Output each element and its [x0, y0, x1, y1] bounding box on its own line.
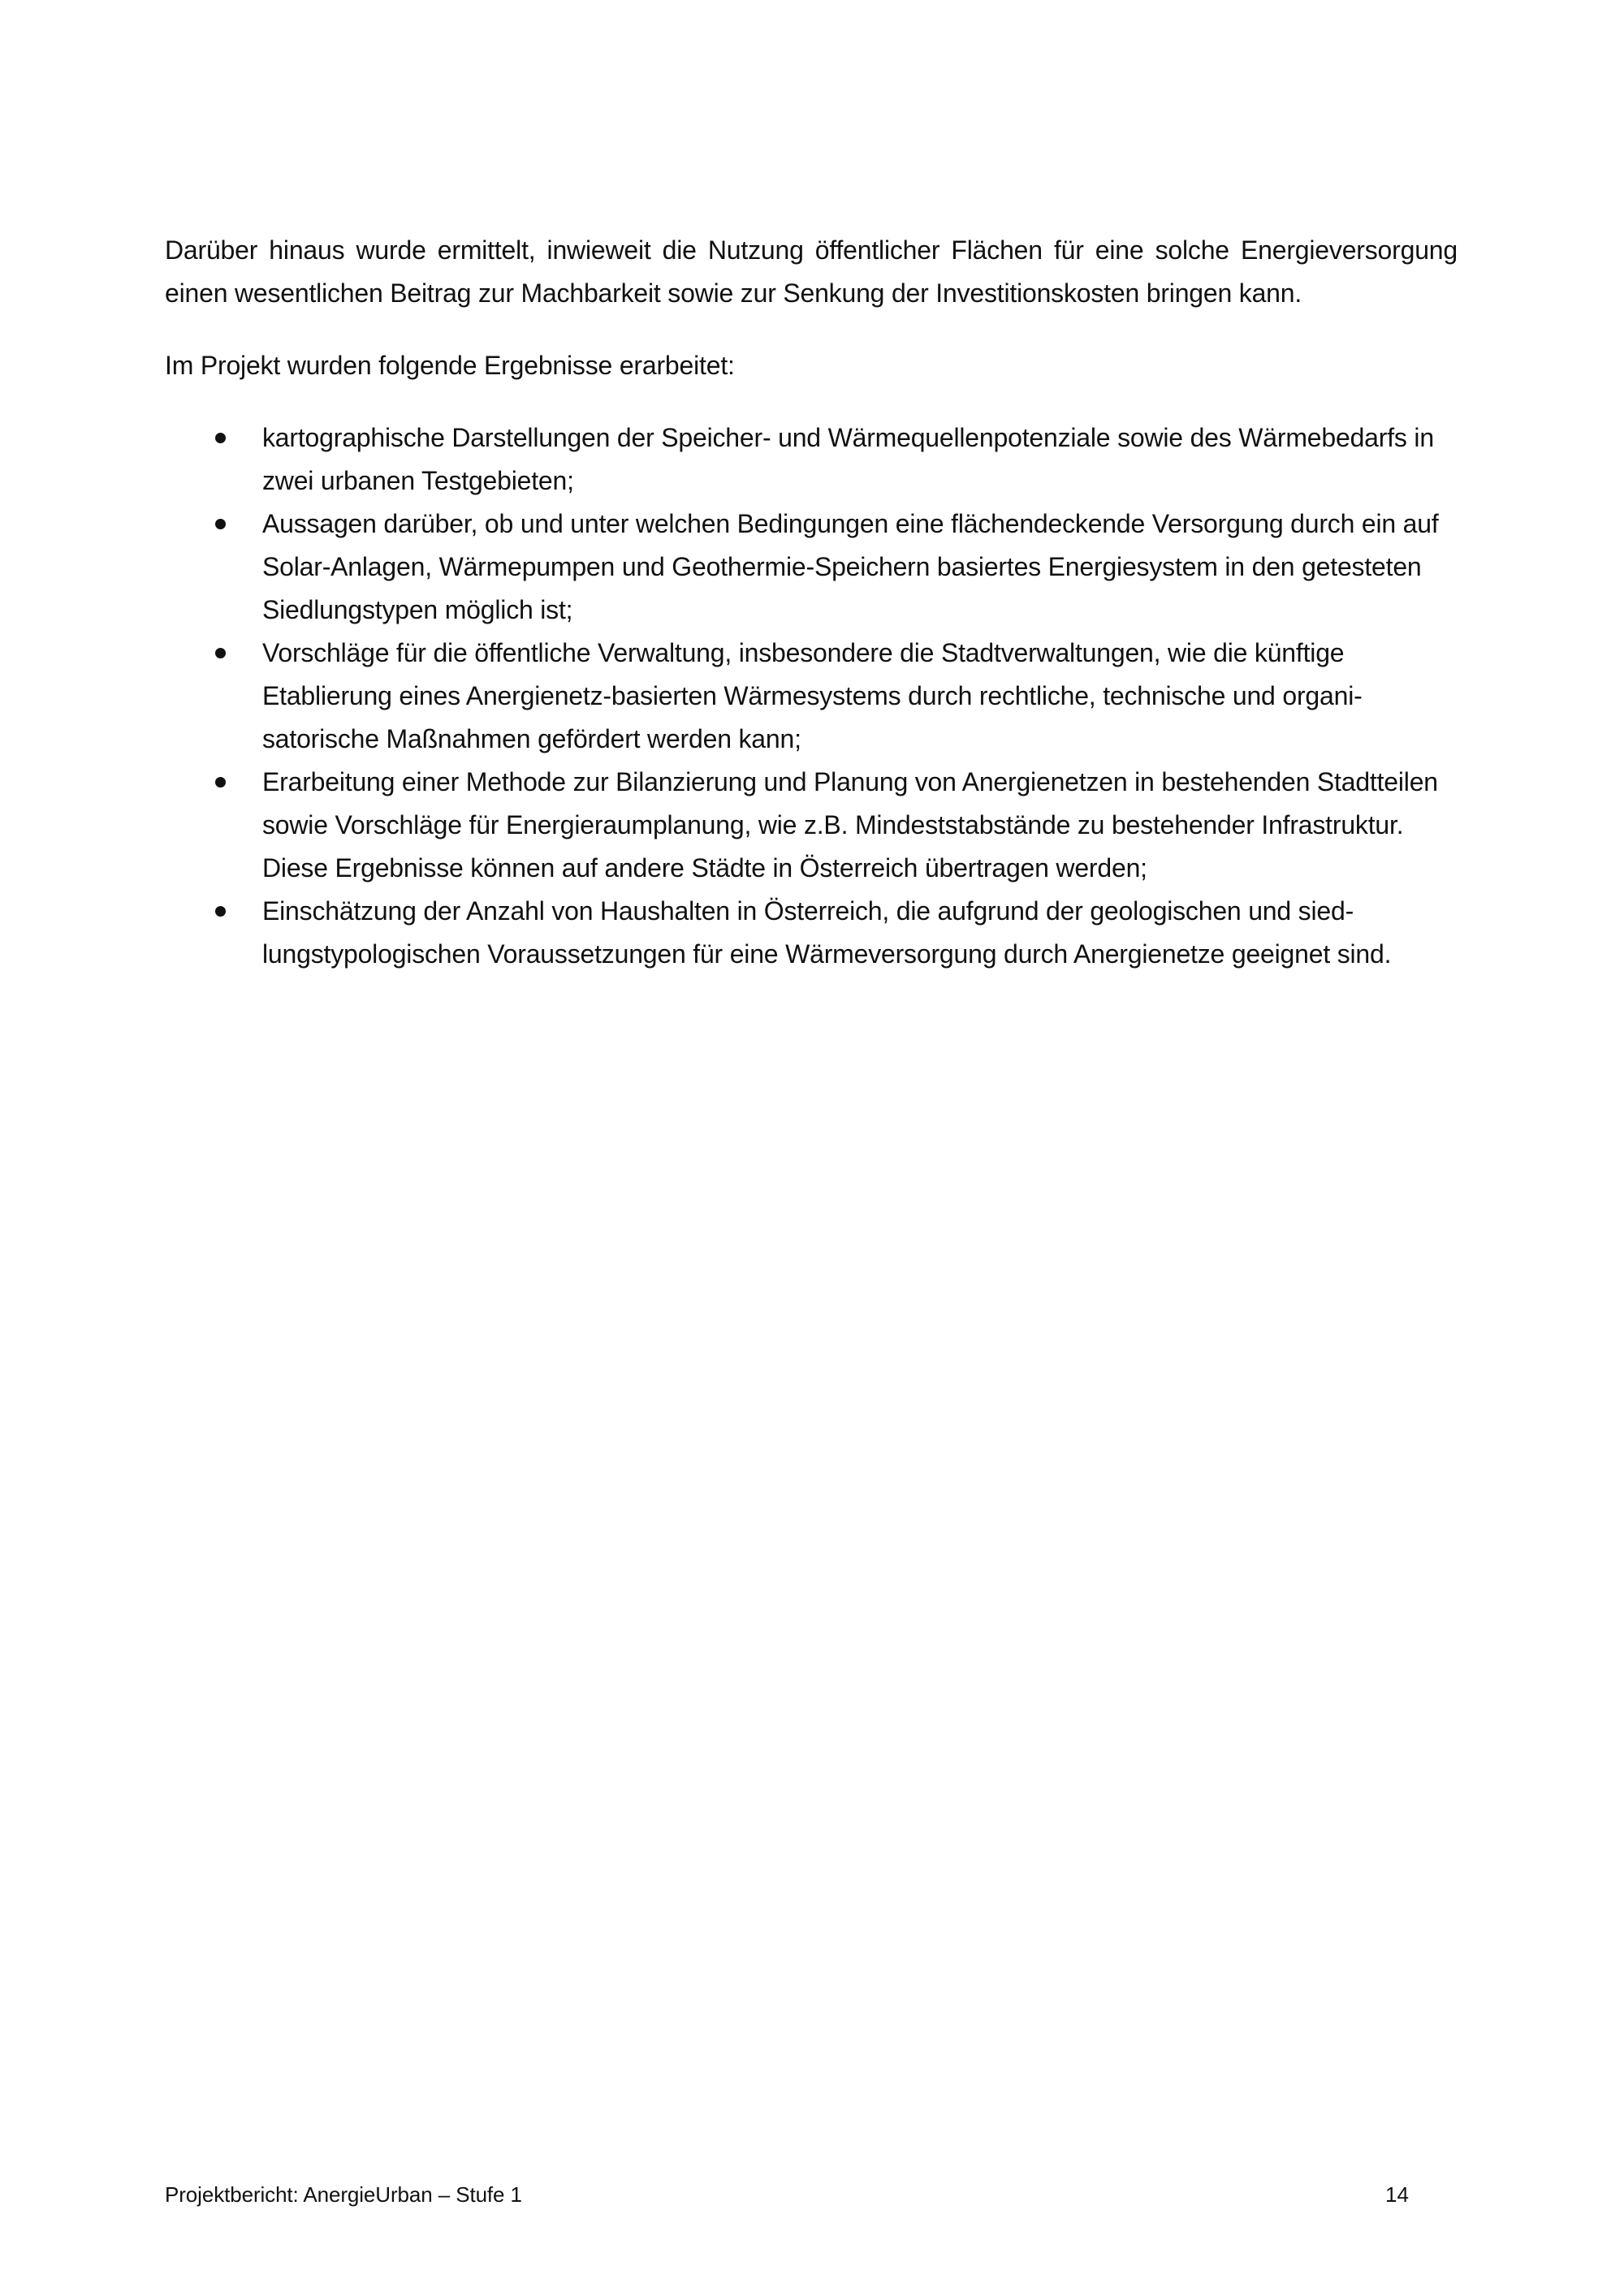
list-item — [165, 890, 1458, 976]
list-item — [165, 761, 1458, 890]
list-item-text: Einschätzung der Anzahl von Haushalten in Österreich, die aufgrund der geologischen und siedlungstypologischen Voraussetzungen für eine Wärmeversorgung durch Anergienetze geeignet sind. — [262, 896, 1392, 969]
footer-title: Projektbericht: AnergieUrban – Stufe 1 — [165, 2182, 522, 2207]
list-item-text: Vorschläge für die öffentliche Verwaltung, insbesondere die Stadtverwaltungen, wie die künftige Etablierung eines Anergienetz-basierten Wärmesystems durch rechtliche, technische und organisatorische Maßnahmen gefördert werden kann; — [262, 638, 1363, 753]
list-item — [165, 503, 1458, 632]
results-list — [165, 416, 1458, 976]
page-number: 14 — [1385, 2182, 1409, 2207]
list-item-text: Aussagen darüber, ob und unter welchen Bedingungen eine flächendeckende Versorgung durch ein auf Solar-Anlagen, Wärmepumpen und Geothermie-Speichern basiertes Energiesystem in den getesteten Siedlungstypen möglich ist; — [262, 509, 1439, 624]
list-item-text: Erarbeitung einer Methode zur Bilanzierung und Planung von Anergienetzen in bestehenden Stadtteilen sowie Vorschläge für Energieraumplanung, wie z.B. Mindeststabstände zu bestehender Infrastruktur. Diese Ergebnisse können auf andere Städte in Österreich übertragen werden; — [262, 767, 1438, 883]
bullet-icon — [215, 777, 226, 788]
list-item-text: kartographische Darstellungen der Speicher- und Wärmequellenpotenziale sowie des Wärmebedarfs in zwei urbanen Testgebieten; — [262, 423, 1434, 495]
results-heading-paragraph: Im Projekt wurden folgende Ergebnisse erarbeitet: — [165, 351, 735, 380]
bullet-icon — [215, 648, 226, 658]
bullet-icon — [215, 519, 226, 529]
page-content — [165, 229, 1458, 976]
bullet-icon — [215, 906, 226, 917]
list-item — [165, 416, 1458, 503]
list-item — [165, 632, 1458, 761]
intro-paragraph: Darüber hinaus wurde ermittelt, inwieweit die Nutzung öffentlicher Flächen für eine solche Energieversorgung einen wesentlichen Beitrag zur Machbarkeit sowie zur Senkung der Investitionskosten bringen kann. — [165, 235, 1458, 308]
bullet-icon — [215, 433, 226, 443]
